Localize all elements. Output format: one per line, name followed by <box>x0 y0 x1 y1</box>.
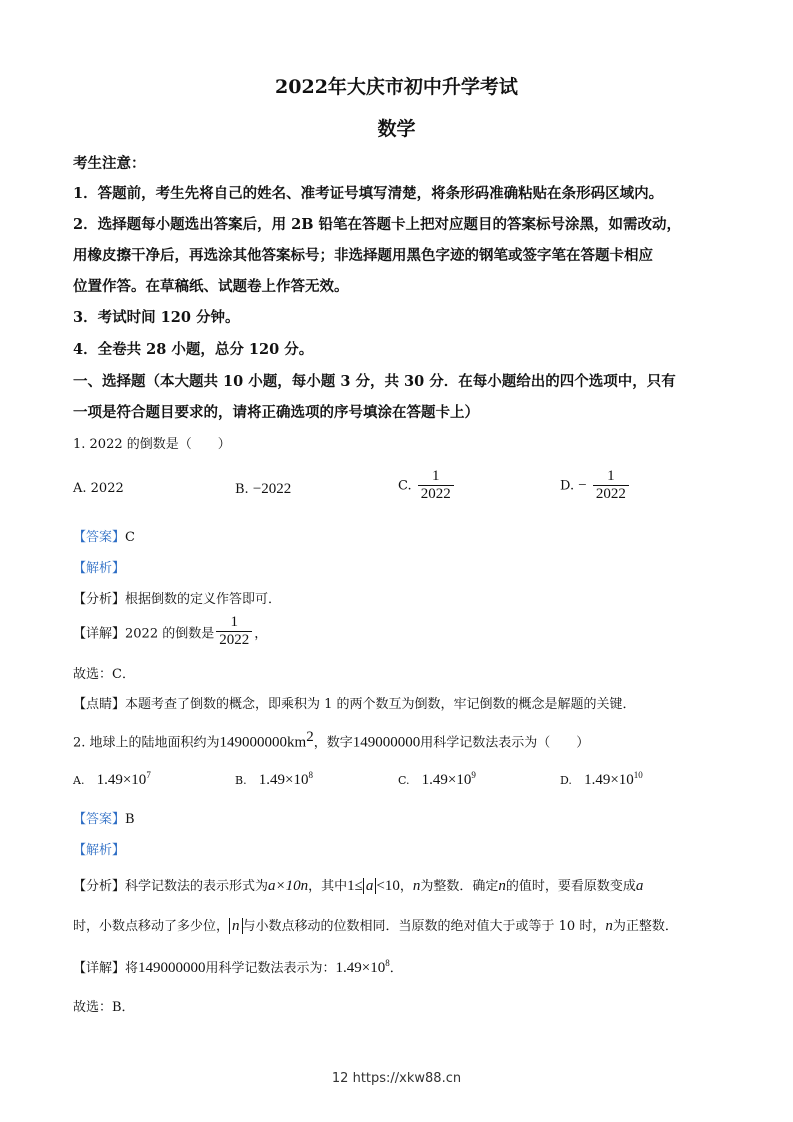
option-base: 1.49×10 <box>421 772 472 788</box>
option-exponent: 10 <box>633 770 643 780</box>
result-exponent: 8 <box>385 958 390 968</box>
fenxi-text: 的值时，要看原数变成 <box>505 879 636 894</box>
option-label: B. <box>235 774 247 787</box>
fraction <box>593 468 629 504</box>
result-base: 1.49×10 <box>335 960 386 976</box>
detail-tag: 【详解】 <box>73 961 126 976</box>
fenxi-expr <box>347 878 400 894</box>
notice-item: 用橡皮擦干净后，再选涂其他答案标号；非选择题用黑色字迹的钢笔或签字笔在答题卡相应 <box>73 247 653 264</box>
stem-text: 用科学记数法表示为（ ） <box>420 735 590 751</box>
option-base: 1.49×10 <box>96 772 147 788</box>
option-base: 1.49×10 <box>258 772 309 788</box>
option-exponent: 9 <box>471 770 476 780</box>
option-label: B. <box>235 482 249 497</box>
option-label: C. <box>398 478 412 494</box>
notice-item: 位置作答。在草稿纸、试题卷上作答无效。 <box>73 278 349 295</box>
numerator: 1 <box>432 468 440 484</box>
fenxi-text: 为整数．确定 <box>420 879 499 894</box>
expr-part: <10 <box>376 878 400 894</box>
denominator: 2022 <box>216 631 252 649</box>
var-a: a <box>635 878 644 894</box>
exam-title: 2022年大庆市初中升学考试 <box>275 76 518 98</box>
var-n: n <box>498 878 506 894</box>
option-exponent: 7 <box>146 770 151 780</box>
notice-item: 3．考试时间 120 分钟。 <box>73 309 240 326</box>
var-n: n <box>412 878 421 894</box>
q2-fenxi-line1 <box>73 875 643 895</box>
fenxi-text: 时，小数点移动了多少位， <box>73 919 230 934</box>
detail-text: 2022 的倒数是 <box>125 626 215 642</box>
stem-exponent: 2 <box>306 729 314 745</box>
detail-post: ． <box>389 961 403 976</box>
q1-detail <box>73 614 267 650</box>
q2-option-c <box>398 770 476 789</box>
numerator: 1 <box>607 468 615 484</box>
fenxi-expr: a×10n <box>268 878 309 894</box>
q1-fenxi <box>73 588 281 607</box>
stem-text: 2. 地球上的陆地面积约为 <box>73 735 220 751</box>
q1-option-b <box>235 481 291 498</box>
subject-title: 数学 <box>377 118 416 140</box>
option-value <box>584 772 643 788</box>
detail-post: ， <box>254 626 268 642</box>
numerator: 1 <box>230 614 238 630</box>
option-value <box>97 772 151 788</box>
fenxi-text: 为正整数． <box>612 919 678 934</box>
fenxi-text: 根据倒数的定义作答即可． <box>125 592 282 607</box>
detail-tag: 【详解】 <box>73 626 126 642</box>
question-1-stem: 1. 2022 的倒数是（ ） <box>73 437 231 452</box>
option-value: −2022 <box>252 481 292 497</box>
q2-choose: 故选：B． <box>73 1000 135 1015</box>
stem-text: ，数字 <box>313 735 353 751</box>
q1-answer <box>73 526 135 545</box>
option-label: D. <box>560 478 575 494</box>
section-heading: 一、选择题（本大题共 10 小题，每小题 3 分，共 30 分．在每小题给出的四个选项中，只有 <box>73 373 676 390</box>
q2-detail <box>73 957 403 977</box>
notice-heading: 考生注意： <box>73 155 146 172</box>
option-value <box>259 772 313 788</box>
fenxi-text: 与小数点移动的位数相同．当原数的绝对值大于或等于 10 时， <box>242 919 606 934</box>
detail-number: 149000000 <box>138 960 206 976</box>
fenxi-tag: 【分析】 <box>73 592 126 607</box>
detail-text: 将 <box>125 961 139 976</box>
section-heading: 一项是符合题目要求的，请将正确选项的序号填涂在答题卡上） <box>73 404 479 421</box>
fenxi-text: 科学记数法的表示形式为 <box>125 879 269 894</box>
detail-text: 用科学记数法表示为： <box>205 961 336 976</box>
notice-item: 2．选择题每小题选出答案后，用 2B 铅笔在答题卡上把对应题目的答案标号涂黑，如需改动， <box>73 216 682 233</box>
comment-text: 本题考查了倒数的概念，即乘积为 1 的两个数互为倒数，牢记倒数的概念是解题的关键． <box>125 697 636 712</box>
q1-choose: 故选：C． <box>73 667 135 682</box>
comment-tag: 【点睛】 <box>73 697 126 712</box>
fraction <box>418 468 454 504</box>
option-label: D. <box>560 774 572 787</box>
q2-option-a <box>73 770 151 789</box>
notice-item: 4．全卷共 28 小题，总分 120 分。 <box>73 341 314 358</box>
option-exponent: 8 <box>308 770 313 780</box>
stem-number: 149000000 <box>352 734 421 751</box>
q1-comment <box>73 693 636 712</box>
abs-n: n <box>229 918 243 934</box>
denominator: 2022 <box>418 485 454 503</box>
page-footer: 12 https://xkw88.cn <box>331 1071 462 1086</box>
q1-option-c <box>398 468 456 504</box>
expr-part: 1≤ <box>347 878 363 894</box>
detail-result <box>336 960 390 976</box>
q2-fenxi-line2 <box>73 915 678 935</box>
fenxi-tag: 【分析】 <box>73 879 126 894</box>
option-base: 1.49×10 <box>584 772 634 788</box>
var-n: n <box>605 918 613 934</box>
q2-analysis-tag: 【解析】 <box>73 843 126 858</box>
q2-answer <box>73 808 135 827</box>
answer-tag: 【答案】 <box>73 812 126 827</box>
option-label: C. <box>398 774 410 787</box>
option-label: A. <box>73 774 85 787</box>
fenxi-text: ， <box>399 879 413 894</box>
q1-option-a: A. 2022 <box>73 481 124 496</box>
answer-tag: 【答案】 <box>73 530 126 545</box>
question-2-stem <box>73 729 589 751</box>
stem-number: 149000000km <box>219 734 307 751</box>
denominator: 2022 <box>593 485 629 503</box>
minus-sign: − <box>578 477 587 494</box>
q1-option-d <box>560 468 631 504</box>
abs-a: a <box>363 878 377 894</box>
answer-value: C <box>125 530 135 545</box>
answer-value: B <box>125 812 135 827</box>
fraction <box>216 614 252 650</box>
notice-item: 1．答题前，考生先将自己的姓名、准考证号填写清楚，将条形码准确粘贴在条形码区域内。 <box>73 185 664 202</box>
option-value <box>422 772 476 788</box>
fenxi-text: ，其中 <box>308 879 348 894</box>
q1-analysis-tag: 【解析】 <box>73 561 126 576</box>
q2-option-b <box>235 770 313 789</box>
q2-option-d <box>560 770 643 789</box>
